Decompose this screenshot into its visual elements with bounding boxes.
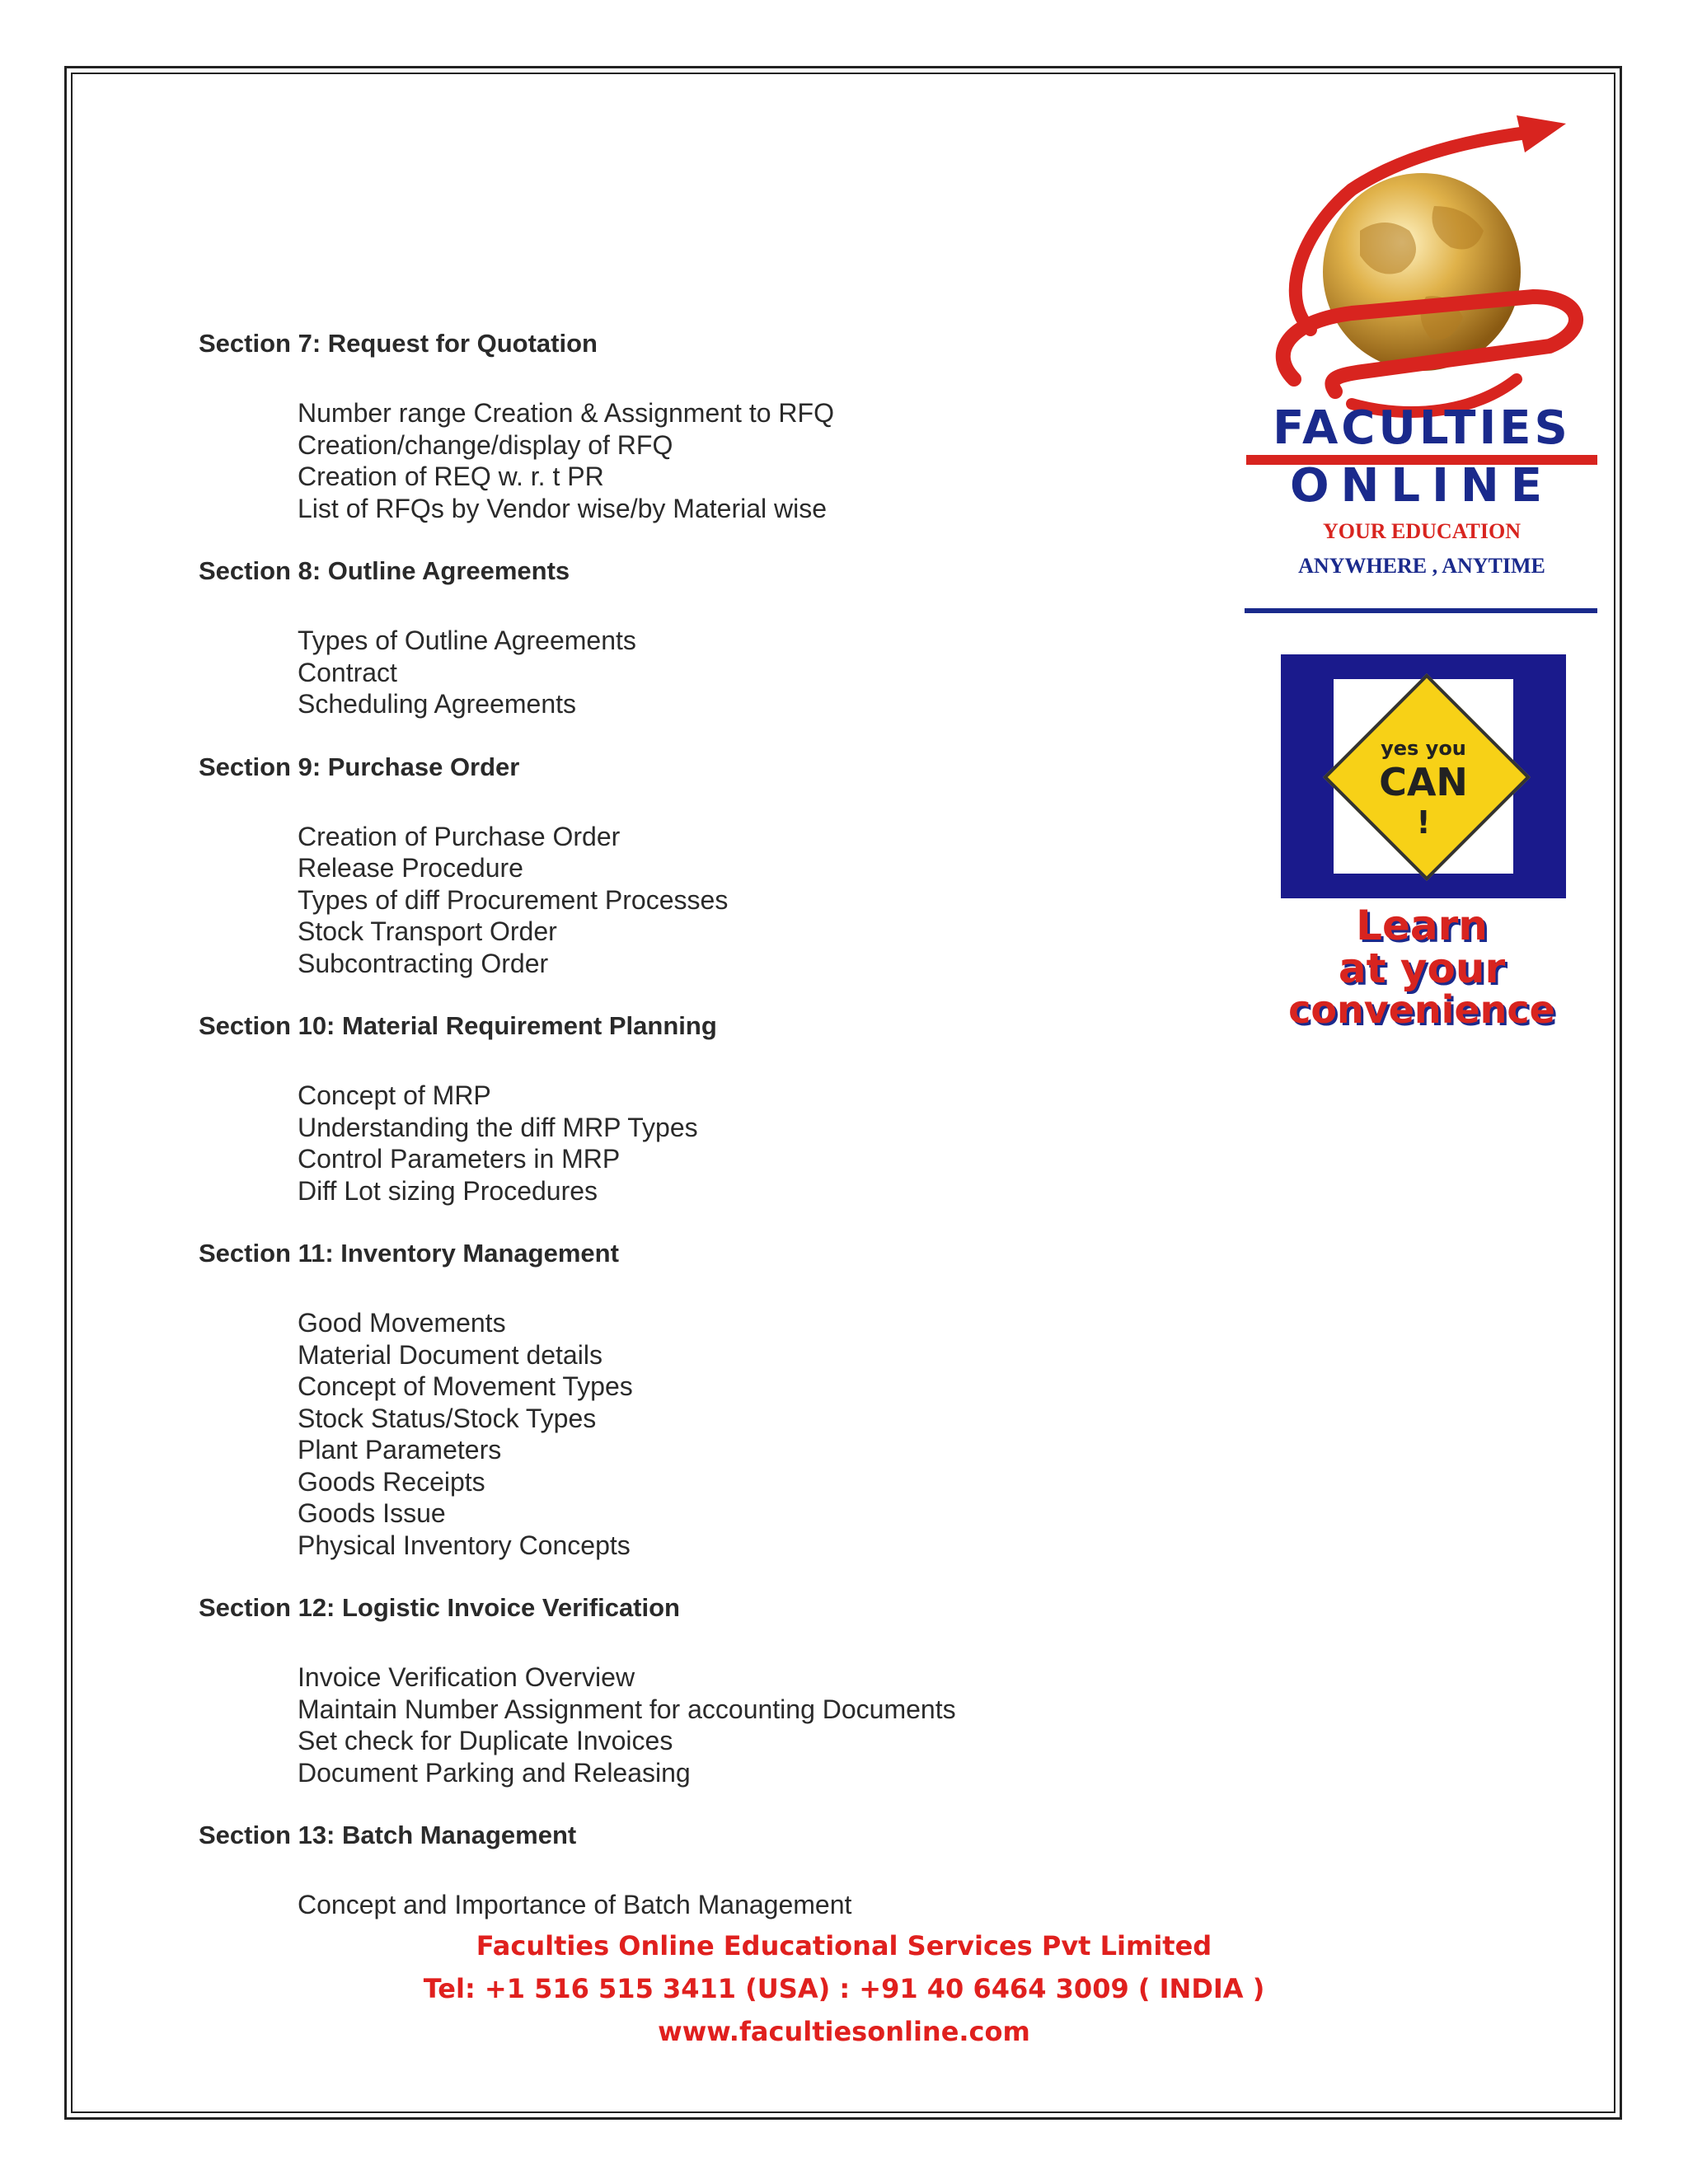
list-item: Creation of REQ w. r. t PR xyxy=(298,462,604,491)
footer-website-link[interactable]: www.facultiesonline.com xyxy=(658,2016,1030,2047)
faculties-online-logo xyxy=(1236,107,1607,1113)
list-item: Physical Inventory Concepts xyxy=(298,1530,631,1560)
list-item: Goods Receipts xyxy=(298,1466,485,1497)
section-block xyxy=(199,752,1188,980)
logo-tagline2: ANYWHERE , ANYTIME xyxy=(1298,554,1545,578)
list-item: List of RFQs by Vendor wise/by Material wise xyxy=(298,493,828,523)
list-item: Understanding the diff MRP Types xyxy=(298,1112,698,1142)
section-list xyxy=(298,1080,1188,1207)
section-list xyxy=(298,625,1188,720)
sign-main-text: CAN xyxy=(1379,760,1468,804)
list-item: Set check for Duplicate Invoices xyxy=(298,1726,673,1755)
section-heading: Section 12: Logistic Invoice Verification xyxy=(199,1593,680,1622)
list-item: Invoice Verification Overview xyxy=(298,1662,635,1692)
section-list xyxy=(298,397,1188,524)
list-item: Creation/change/display of RFQ xyxy=(298,429,673,460)
list-item: Concept and Importance of Batch Management xyxy=(298,1890,852,1919)
section-block xyxy=(199,1010,1188,1207)
list-item: Concept of MRP xyxy=(298,1080,491,1110)
section-block xyxy=(199,1238,1188,1561)
list-item: Plant Parameters xyxy=(298,1435,502,1465)
list-item: Release Procedure xyxy=(298,853,523,883)
slogan-line2: at your xyxy=(1338,944,1506,992)
list-item: Goods Issue xyxy=(298,1498,446,1528)
section-heading: Section 11: Inventory Management xyxy=(199,1239,619,1268)
logo-line2: ONLINE xyxy=(1289,459,1554,513)
section-list xyxy=(298,1661,1188,1788)
list-item: Maintain Number Assignment for accounting Documents xyxy=(298,1694,956,1724)
sign-bang-text: ! xyxy=(1416,804,1431,841)
section-list xyxy=(298,1307,1188,1561)
section-heading: Section 9: Purchase Order xyxy=(199,752,520,781)
list-item: Concept of Movement Types xyxy=(298,1371,633,1401)
list-item: Scheduling Agreements xyxy=(298,689,576,719)
list-item: Diff Lot sizing Procedures xyxy=(298,1175,598,1206)
course-outline xyxy=(199,328,1188,1952)
section-list xyxy=(298,821,1188,980)
section-list xyxy=(298,1889,1188,1921)
section-heading: Section 13: Batch Management xyxy=(199,1821,577,1849)
list-item: Types of diff Procurement Processes xyxy=(298,884,729,915)
slogan-line3: convenience xyxy=(1288,987,1555,1032)
footer-company: Faculties Online Educational Services Pvt Limited xyxy=(476,1930,1212,1961)
sign-top-text: yes you xyxy=(1381,737,1466,760)
footer-phone: Tel: +1 516 515 3411 (USA) : +91 40 6464 3009 ( INDIA ) xyxy=(423,1973,1265,2004)
logo-divider xyxy=(1245,608,1597,613)
section-block xyxy=(199,555,1188,720)
list-item: Document Parking and Releasing xyxy=(298,1757,691,1788)
list-item: Stock Status/Stock Types xyxy=(298,1403,597,1433)
logo-tagline1: YOUR EDUCATION xyxy=(1322,519,1522,543)
list-item: Material Document details xyxy=(298,1339,603,1370)
list-item: Stock Transport Order xyxy=(298,916,557,946)
logo-line1: FACULTIES xyxy=(1273,401,1571,455)
section-heading: Section 7: Request for Quotation xyxy=(199,329,598,358)
section-block xyxy=(199,328,1188,524)
list-item: Control Parameters in MRP xyxy=(298,1144,621,1174)
list-item: Good Movements xyxy=(298,1308,506,1338)
list-item: Types of Outline Agreements xyxy=(298,626,636,655)
section-heading: Section 8: Outline Agreements xyxy=(199,556,570,585)
sign-panel xyxy=(1281,654,1566,898)
section-block xyxy=(199,1820,1188,1921)
list-item: Contract xyxy=(298,657,397,687)
section-block xyxy=(199,1592,1188,1788)
section-heading: Section 10: Material Requirement Planning xyxy=(199,1011,717,1040)
list-item: Subcontracting Order xyxy=(298,948,549,978)
slogan-line1: Learn xyxy=(1356,902,1488,949)
list-item: Creation of Purchase Order xyxy=(298,821,621,851)
list-item: Number range Creation & Assignment to RFQ xyxy=(298,398,834,428)
